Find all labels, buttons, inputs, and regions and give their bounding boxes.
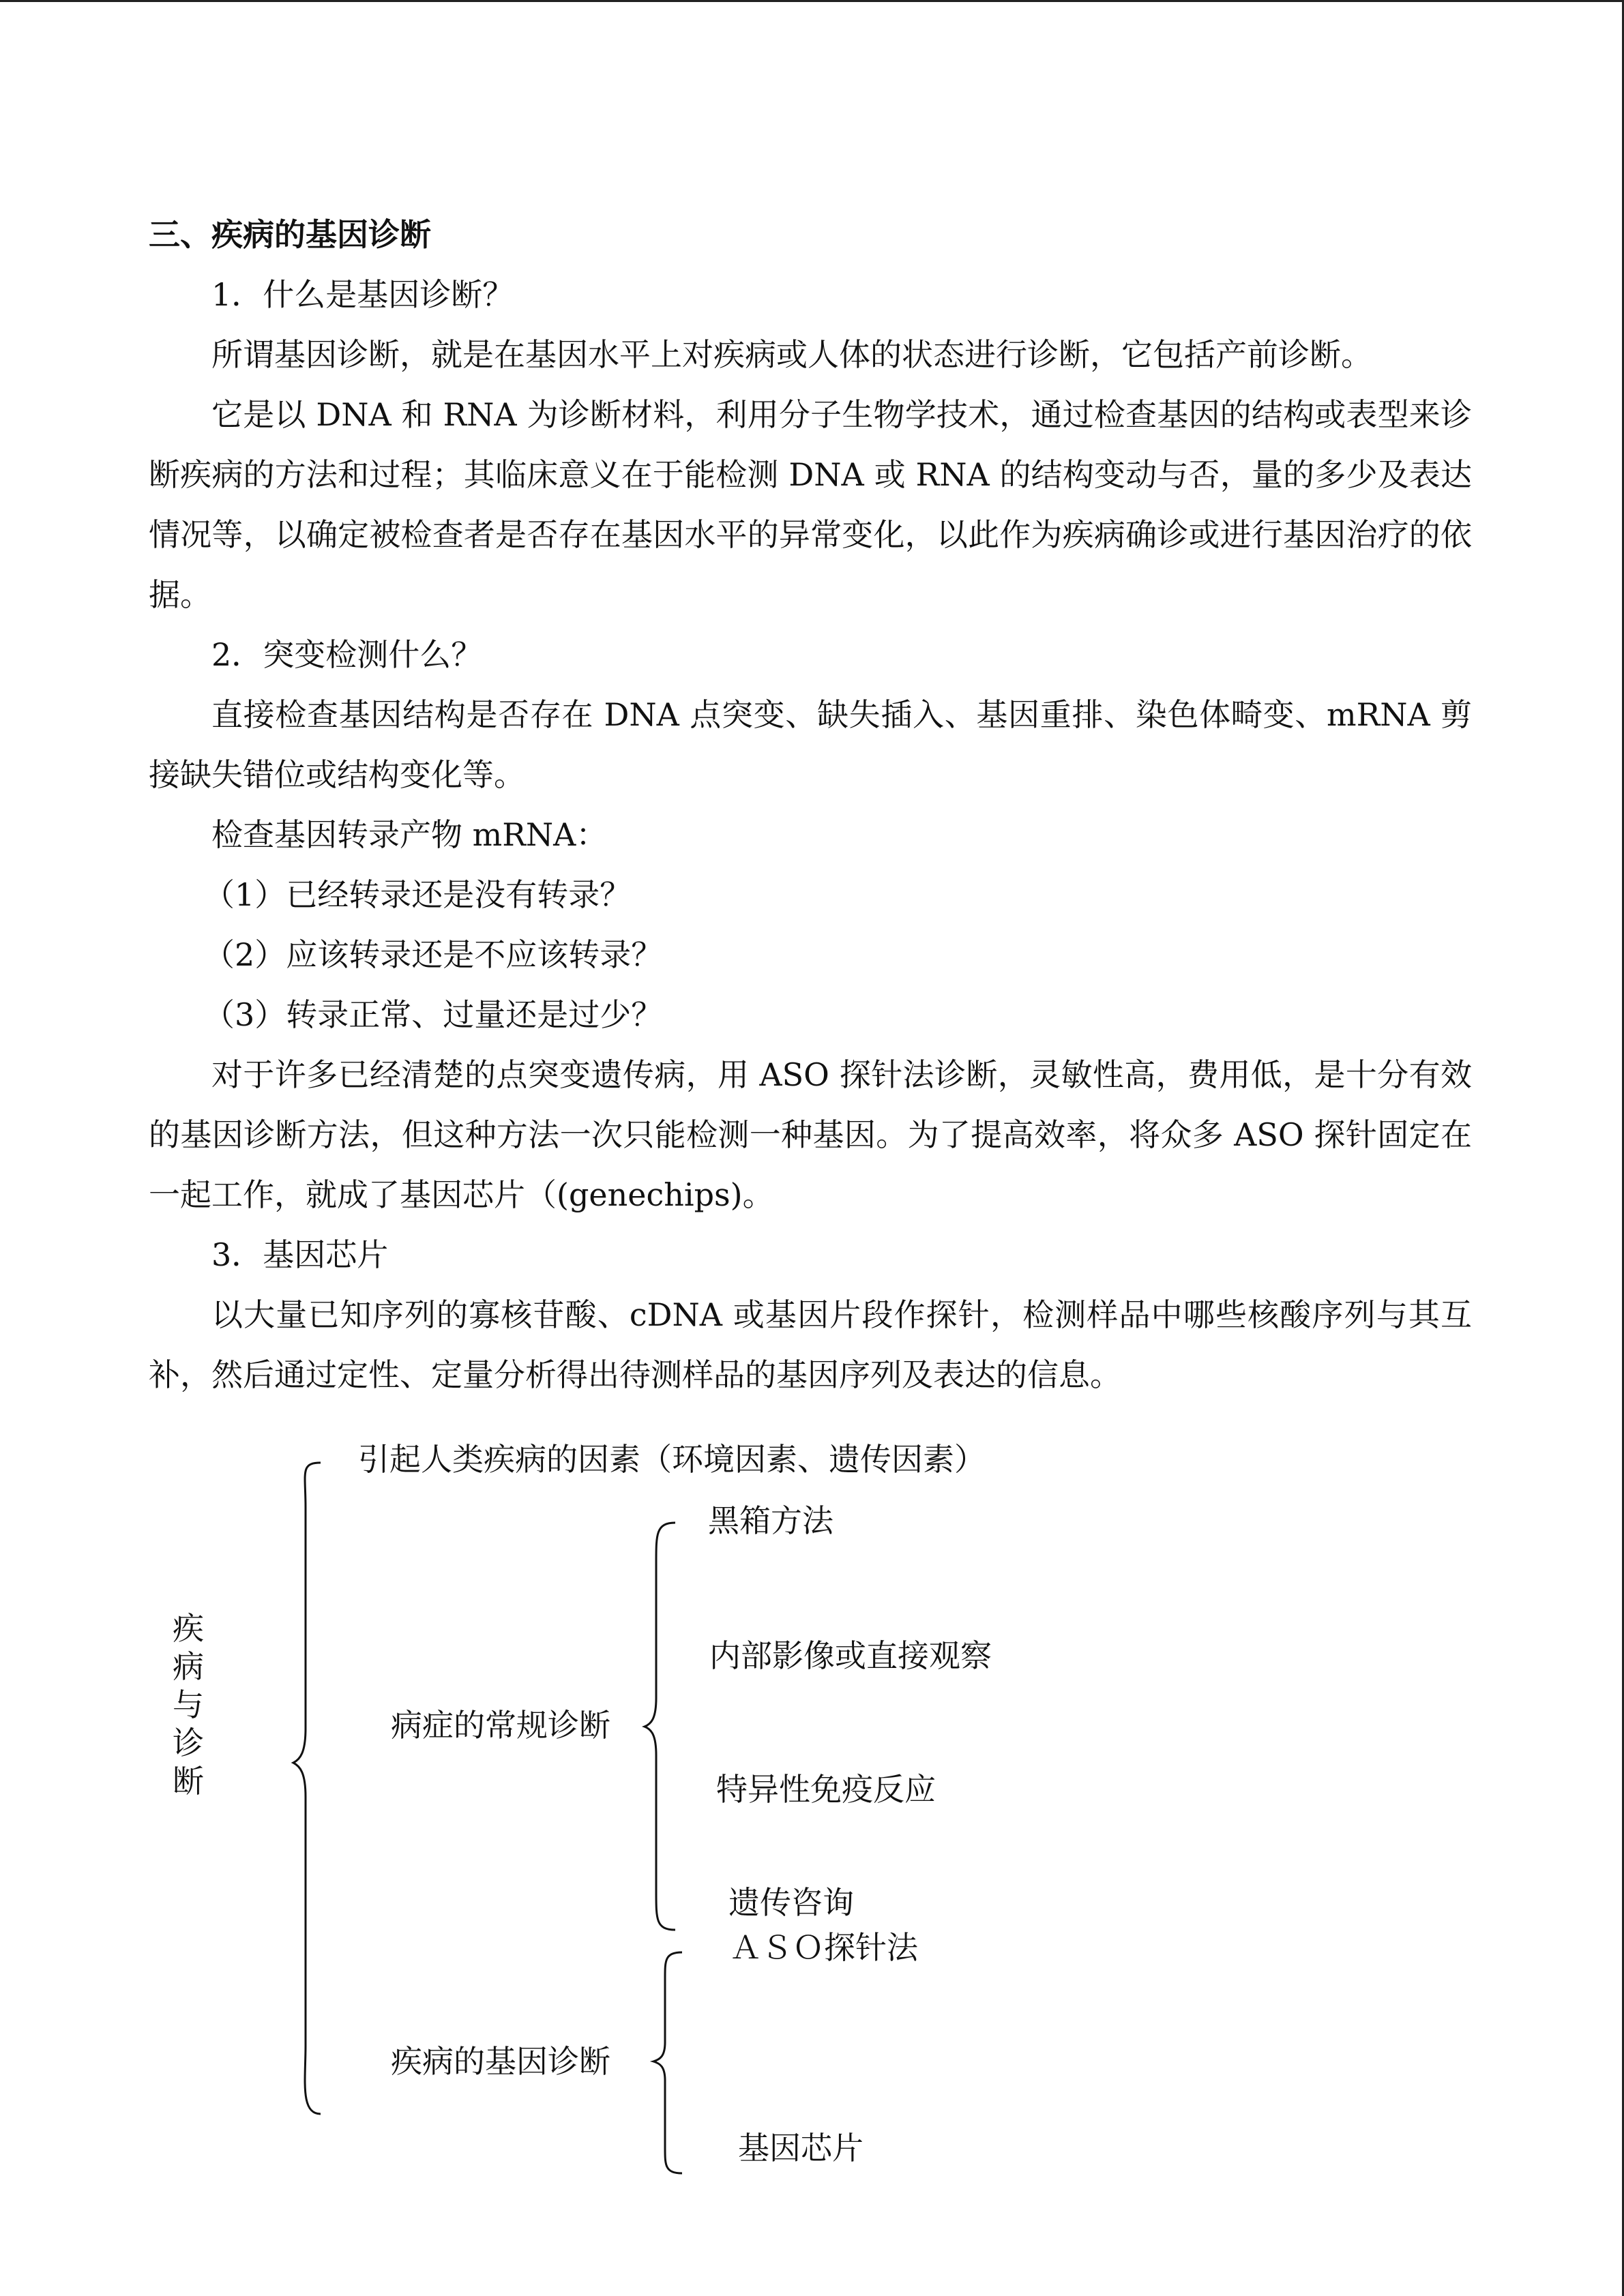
conventional-brace (645, 1523, 675, 1930)
paragraph-aso: 对于许多已经清楚的点突变遗传病，用 ASO 探针法诊断，灵敏性高，费用低，是十分有效的基因诊断方法，但这种方法一次只能检测一种基因。为了提高效率，将众多 ASO 探针固定在一起工作，就成了基因芯片（(genechips)。 (149, 1056, 1472, 1213)
black-box-method-label: 黑箱方法 (708, 1502, 833, 1539)
page-top-border (0, 0, 1624, 2)
list-item: （3）转录正常、过量还是过少？ (203, 996, 663, 1033)
genetic-brace (653, 1952, 682, 2173)
diagnosis-tree-diagram (0, 1432, 1624, 2296)
document-body (149, 205, 1472, 1405)
imaging-observation-label: 内部影像或直接观察 (709, 1637, 992, 1674)
conventional-diagnosis-label: 病症的常规诊断 (391, 1707, 610, 1744)
gene-chip-label: 基因芯片 (738, 2130, 863, 2166)
paragraph-materials: 它是以 DNA 和 RNA 为诊断材料，利用分子生物学技术，通过检查基因的结构或表型来诊断疾病的方法和过程；其临床意义在于能检测 DNA 或 RNA 的结构变动与否，量的多少及表达情况等，以确定被检查者是否存在基因水平的异常变化，以此作为疾病确诊或进行基因治疗的依据。 (149, 396, 1472, 613)
genetic-diagnosis-label: 疾病的基因诊断 (391, 2043, 610, 2080)
section-title: 三、疾病的基因诊断 (149, 216, 431, 253)
paragraph-mrna-check: 检查基因转录产物 mRNA： (211, 816, 608, 853)
list-item: （2）应该转录还是不应该转录？ (203, 936, 663, 973)
paragraph-gene-chip: 以大量已知序列的寡核苷酸、cDNA 或基因片段作探针，检测样品中哪些核酸序列与其互补，然后通过定性、定量分析得出待测样品的基因序列及表达的信息。 (149, 1296, 1472, 1393)
factors-label: 引起人类疾病的因素（环境因素、遗传因素） (358, 1441, 986, 1478)
list-item: （1）已经转录还是没有转录？ (203, 876, 632, 913)
immune-reaction-label: 特异性免疫反应 (716, 1771, 936, 1808)
paragraph-structure-check: 直接检查基因结构是否存在 DNA 点突变、缺失插入、基因重排、染色体畸变、mRNA 剪接缺失错位或结构变化等。 (149, 696, 1472, 793)
root-label: 疾病与诊断 (173, 1610, 204, 1800)
aso-probe-label: ＡＳＯ探针法 (730, 1929, 918, 1966)
root-brace (293, 1463, 321, 2114)
genetic-counseling-label: 遗传咨询 (728, 1884, 854, 1921)
paragraph-definition: 所谓基因诊断，就是在基因水平上对疾病或人体的状态进行诊断，它包括产前诊断。 (211, 336, 1372, 373)
question-3: 3．基因芯片 (211, 1236, 389, 1273)
question-2: 2．突变检测什么？ (211, 636, 483, 673)
question-1: 1．什么是基因诊断？ (211, 276, 514, 313)
